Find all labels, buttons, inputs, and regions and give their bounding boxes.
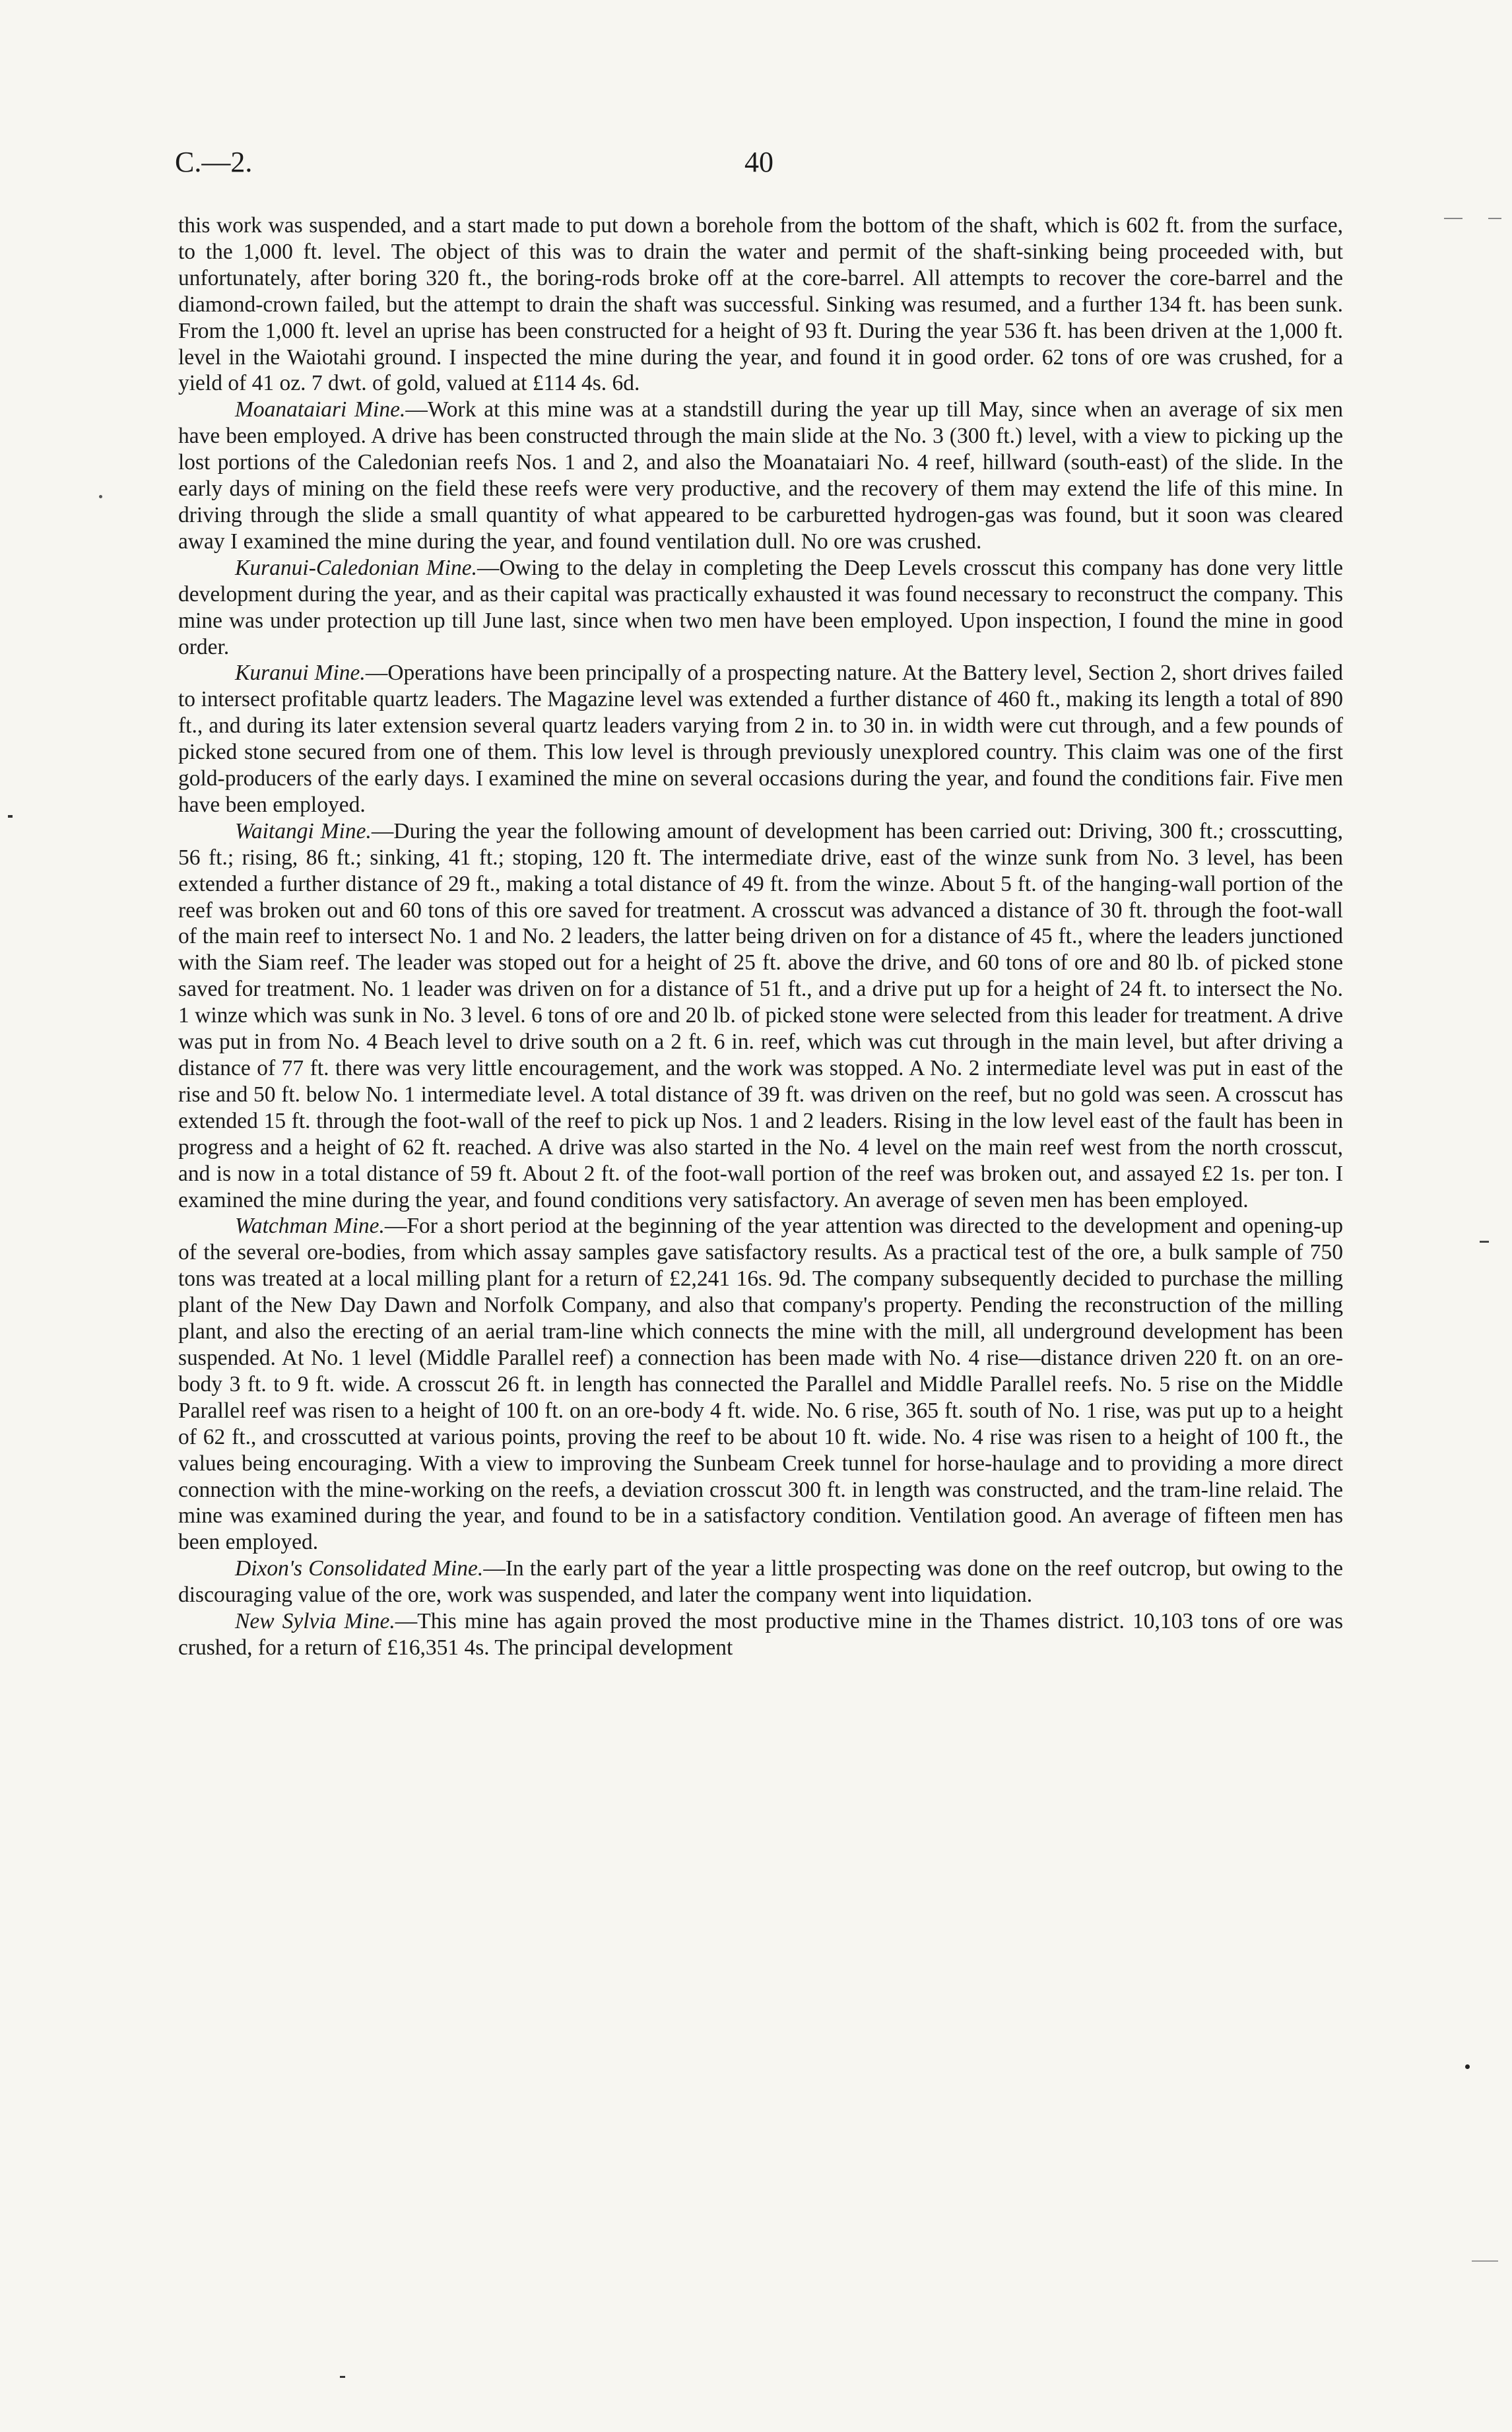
margin-scan-mark	[1444, 218, 1463, 219]
paragraph-text: this work was suspended, and a start made to put down a borehole from the bottom of the shaft, which is 602 ft. from the surface, to the 1,000 ft. level. The object of this was to drain the water and permit of the shaft-sinking being proceeded with, but unfortunately, after boring 320 ft., the boring-rods broke off at the core-barrel. All attempts to recover the core-barrel and the diamond-crown failed, but the attempt to drain the shaft was successful. Sinking was resumed, and a further 134 ft. has been sunk. From the 1,000 ft. level an uprise has been constructed for a height of 93 ft. During the year 536 ft. has been driven at the 1,000 ft. level in the Waiotahi ground. I inspected the mine during the year, and found it in good order. 62 tons of ore was crushed, for a yield of 41 oz. 7 dwt. of gold, valued at £114 4s. 6d.	[178, 213, 1343, 396]
mine-heading: Kuranui-Caledonian Mine.	[235, 555, 477, 580]
report-body	[178, 213, 1343, 1661]
paragraph-new-sylvia-mine	[178, 1608, 1343, 1661]
margin-scan-dot	[99, 495, 102, 498]
mine-heading: Waitangi Mine.	[235, 818, 372, 843]
margin-scan-dot	[8, 815, 13, 818]
margin-scan-mark	[1488, 218, 1501, 219]
page-number: 40	[744, 146, 773, 178]
margin-scan-mark	[1472, 2260, 1498, 2262]
paragraph-dixons-consolidated-mine	[178, 1556, 1343, 1608]
paragraph-kuranui-caledonian-mine	[178, 555, 1343, 661]
paragraph-text: —For a short period at the beginning of the year attention was directed to the development and opening-up of the several ore-bodies, from which assay samples gave satisfactory results. As a practical test of the ore, a bulk sample of 750 tons was treated at a local milling plant for a return of £2,241 16s. 9d. The company subsequently decided to purchase the milling plant of the New Day Dawn and Norfolk Company, and also that company's property. Pending the reconstruction of the milling plant, and also the erecting of an aerial tram-line which connects the mine with the mill, all underground development has been suspended. At No. 1 level (Middle Parallel reef) a connection has been made with No. 4 rise—distance driven 220 ft. on an ore-body 3 ft. to 9 ft. wide. A crosscut 26 ft. in length has connected the Parallel and Middle Parallel reefs. No. 5 rise on the Middle Parallel reef was risen to a height of 100 ft. on an ore-body 4 ft. wide. No. 6 rise, 365 ft. south of No. 1 rise, was put up to a height of 62 ft., and crosscutted at various points, proving the reef to be about 10 ft. wide. No. 4 rise was risen to a height of 100 ft., the values being encouraging. With a view to improving the Sunbeam Creek tunnel for horse-haulage and to providing a more direct connection with the mine-working on the reefs, a deviation crosscut 300 ft. in length was constructed, and the tram-line relaid. The mine was examined during the year, and found to be in a satisfactory condition. Ventilation good. An average of fifteen men has been employed.	[178, 1214, 1343, 1555]
margin-scan-dot	[1465, 2064, 1470, 2069]
paragraph-text: —In the early part of the year a little prospecting was done on the reef outcrop, but owing to the discouraging value of the ore, work was suspended, and later the company went into liquidation.	[178, 1556, 1344, 1608]
margin-scan-mark	[340, 2376, 345, 2378]
mine-heading: Watchman Mine.	[235, 1214, 385, 1239]
paragraph-waitangi-mine	[178, 818, 1343, 1214]
paragraph-watchman-mine	[178, 1213, 1343, 1556]
paragraph-kuranui-mine	[178, 660, 1343, 818]
mine-heading: Moanataiari Mine.	[235, 397, 406, 422]
paragraph-text: —Operations have been principally of a prospecting nature. At the Battery level, Section 2, short drives failed to intersect profitable quartz leaders. The Magazine level was extended a further distance of 460 ft., making its length a total of 890 ft., and during its later extension several quartz leaders varying from 2 in. to 30 in. in width were cut through, and a few pounds of picked stone secured from one of them. This low level is through previously unexplored country. This claim was one of the first gold-producers of the early days. I examined the mine on several occasions during the year, and found the conditions fair. Five men have been employed.	[178, 661, 1343, 817]
document-reference: C.—2.	[175, 146, 253, 178]
paragraph-text: —Work at this mine was at a standstill during the year up till May, since when an average of six men have been employed. A drive has been constructed through the main slide at the No. 3 (300 ft.) level, with a view to picking up the lost portions of the Caledonian reefs Nos. 1 and 2, and also the Moanataiari No. 4 reef, hillward (south-east) of the slide. In the early days of mining on the field these reefs were very productive, and the recovery of them may extend the life of this mine. In driving through the slide a small quantity of what appeared to be carburetted hydrogen-gas was found, but it soon was cleared away I examined the mine during the year, and found ventilation dull. No ore was crushed.	[178, 397, 1343, 554]
paragraph-text: —Owing to the delay in completing the Deep Levels crosscut this company has done very little development during the year, and as their capital was practically exhausted it was found necessary to reconstruct the company. This mine was under protection up till June last, since when two men have been employed. Upon inspection, I found the mine in good order.	[178, 555, 1343, 659]
paragraph-text: —During the year the following amount of development has been carried out: Driving, 300 ft.; crosscutting, 56 ft.; rising, 86 ft.; sinking, 41 ft.; stoping, 120 ft. The intermediate drive, east of the winze sunk from No. 3 level, has been extended a further distance of 29 ft., making a total distance of 49 ft. from the winze. About 5 ft. of the hanging-wall portion of the reef was broken out and 60 tons of this ore saved for treatment. A crosscut was advanced a distance of 30 ft. through the foot-wall of the main reef to intersect No. 1 and No. 2 leaders, the latter being driven on for a distance of 45 ft., where the leaders junctioned with the Siam reef. The leader was stoped out for a height of 25 ft. above the drive, and 60 tons of ore and 80 lb. of picked stone saved for treatment. No. 1 leader was driven on for a distance of 51 ft., and a drive put up for a height of 24 ft. to intersect the No. 1 winze which was sunk in No. 3 level. 6 tons of ore and 20 lb. of picked stone were selected from this leader for treatment. A drive was put in from No. 4 Beach level to drive south on a 2 ft. 6 in. reef, which was cut through in the main level, but after driving a distance of 77 ft. there was very little encouragement, and the work was stopped. A No. 2 intermediate level was put in east of the rise and 50 ft. below No. 1 intermediate level. A total distance of 39 ft. was driven on the reef, but no gold was seen. A crosscut has extended 15 ft. through the foot-wall of the reef to pick up Nos. 1 and 2 leaders. Rising in the low level east of the fault has been in progress and a height of 62 ft. reached. A drive was also started in the No. 4 level on the main reef west from the north crosscut, and is now in a total distance of 59 ft. About 2 ft. of the foot-wall portion of the reef was broken out, and assayed £2 1s. per ton. I examined the mine during the year, and found conditions very satisfactory. An average of seven men has been employed.	[178, 818, 1343, 1212]
mine-heading: Kuranui Mine.	[235, 661, 366, 686]
paragraph-moanataiari-mine	[178, 397, 1343, 554]
mine-heading: New Sylvia Mine.	[235, 1609, 395, 1634]
mine-heading: Dixon's Consolidated Mine.	[235, 1556, 484, 1581]
margin-scan-mark	[1480, 1241, 1489, 1243]
paragraph-continuation	[178, 213, 1343, 397]
page-header	[175, 145, 1343, 185]
paragraph-text: —This mine has again proved the most productive mine in the Thames district. 10,103 tons of ore was crushed, for a return of £16,351 4s. The principal development	[178, 1609, 1343, 1660]
